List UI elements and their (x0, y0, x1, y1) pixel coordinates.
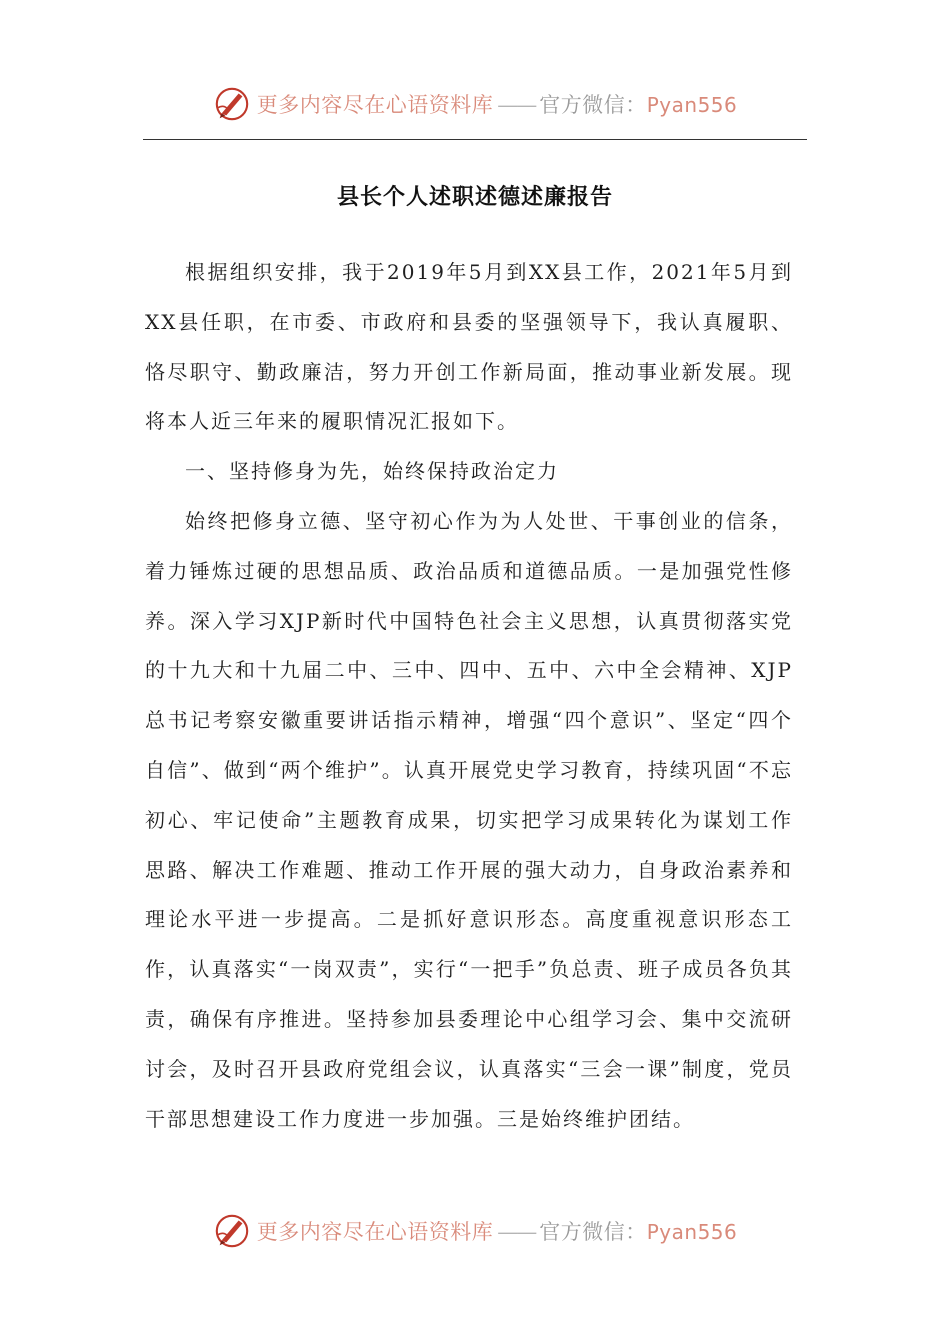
footer-banner (0, 1211, 950, 1251)
banner-official-label: 官方微信： (539, 1220, 647, 1244)
document-title: 县长个人述职述德述廉报告 (336, 184, 613, 210)
header-banner (0, 84, 950, 124)
banner-wechat-id: Pyan556 (646, 93, 738, 117)
banner-inner (213, 85, 738, 123)
banner-official-label: 官方微信： (539, 93, 647, 117)
banner-prefix: 更多内容尽在心语资料库 (256, 1220, 494, 1244)
paragraph-section-1: 始终把修身立德、坚守初心作为为人处世、干事创业的信条，着力锤炼过硬的思想品质、政治品质和道德品质。一是加强党性修养。深入学习XJP新时代中国特色社会主义思想，认真贯彻落实党的十九大和十九届二中、三中、四中、五中、六中全会精神、XJP总书记考察安徽重要讲话指示精神，增强“四个意识”、坚定“四个自信”、做到“两个维护”。认真开展党史学习教育，持续巩固“不忘初心、牢记使命”主题教育成果，切实把学习成果转化为谋划工作思路、解决工作难题、推动工作开展的强大动力，自身政治素养和理论水平进一步提高。二是抓好意识形态。高度重视意识形态工作，认真落实“一岗双责”，实行“一把手”负总责、班子成员各负其责，确保有序推进。坚持参加县委理论中心组学习会、集中交流研讨会，及时召开县政府党组会议，认真落实“三会一课”制度，党员干部思想建设工作力度进一步加强。三是始终维护团结。 (145, 508, 793, 1131)
pen-logo-icon (213, 1212, 251, 1250)
banner-slogan (257, 1216, 738, 1246)
banner-inner (213, 1212, 738, 1250)
pen-logo-icon (213, 85, 251, 123)
header-divider (143, 139, 807, 140)
banner-dash: —— (497, 1220, 536, 1244)
paragraph-intro: 根据组织安排，我于2019年5月到XX县工作，2021年5月到XX县任职，在市委、市政府和县委的坚强领导下，我认真履职、恪尽职守、勤政廉洁，努力开创工作新局面，推动事业新发展。现将本人近三年来的履职情况汇报如下。 (145, 260, 793, 434)
banner-wechat-id: Pyan556 (646, 1220, 738, 1244)
banner-dash: —— (497, 93, 536, 117)
banner-slogan (257, 89, 738, 119)
section-heading: 一、坚持修身为先，始终保持政治定力 (185, 459, 559, 484)
document-body (145, 248, 793, 1144)
banner-prefix: 更多内容尽在心语资料库 (256, 93, 494, 117)
